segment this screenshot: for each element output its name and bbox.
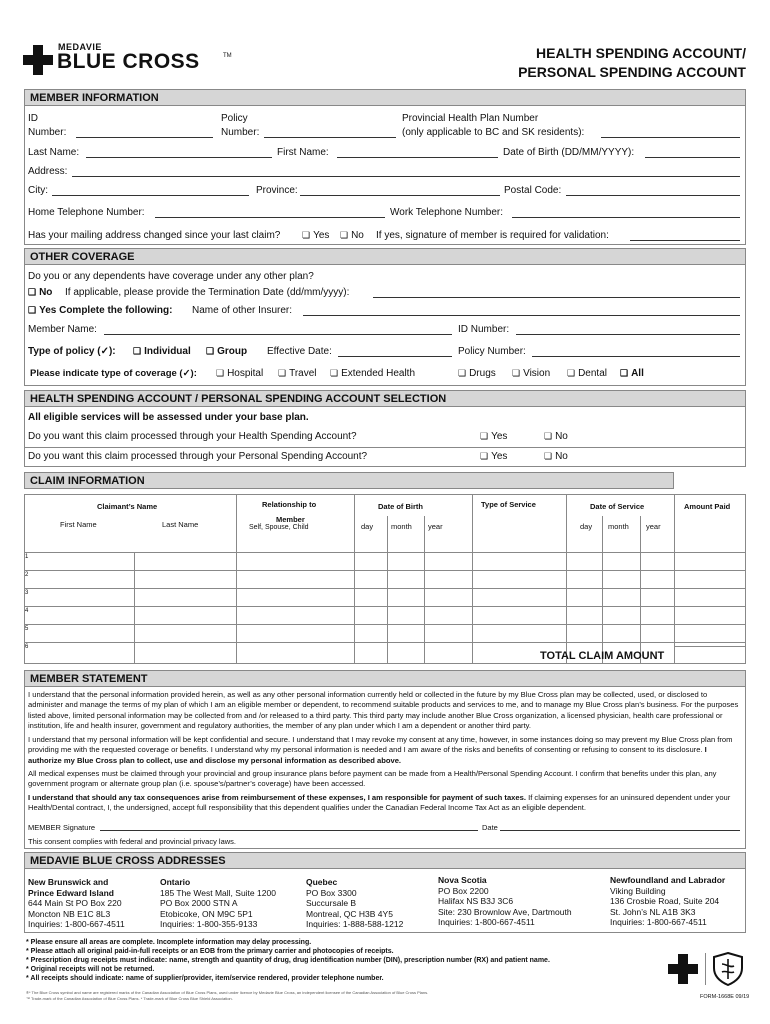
- claim-table: [24, 494, 746, 664]
- address-inquiries: Inquiries: 1-800-667-4511: [28, 919, 125, 929]
- postal-code-label: Postal Code:: [504, 185, 562, 196]
- address-line: Succursale B: [306, 898, 357, 908]
- dental-checkbox[interactable]: ❏ Dental: [567, 368, 607, 379]
- address-changed-yes-checkbox[interactable]: ❏ Yes: [302, 230, 329, 241]
- city-label: City:: [28, 185, 48, 196]
- claimant-dob-header: Date of Birth: [378, 502, 423, 511]
- address-on-title: Ontario: [160, 877, 191, 887]
- instruction-item: * Please ensure all areas are complete. Incomplete information may delay processing.: [26, 939, 312, 946]
- address-ns-title: Nova Scotia: [438, 875, 487, 885]
- statement-tax-text: If claiming expenses for an uninsured dependent under your Health/Dental contract, I, the undersigned, accept full responsibility that this dependent qualifies under the Canadian Federal Income Tax Act as an eligible dependent.: [28, 793, 731, 813]
- claimant-last-name-header: Last Name: [162, 520, 199, 529]
- policy-number-field[interactable]: [264, 137, 396, 138]
- row-number: 3: [25, 590, 29, 596]
- service-year-header: year: [646, 522, 661, 531]
- city-field[interactable]: [52, 195, 249, 196]
- statement-consent-text: I understand that my personal information will be kept confidential and secure. I understand that I may revoke my consent at any time, however, in some instances doing so may prevent my Blue Cross plan from providing me with the requested coverage or benefits. I understand why my personal information is needed and I am aware of the risks and benefits of consenting or refusing to consent to its disclosure.: [28, 735, 733, 755]
- termination-date-field[interactable]: [373, 297, 740, 298]
- address-nova-scotia: [438, 875, 572, 928]
- statement-medical-paragraph: All medical expenses must be claimed through your provincial and group insurance plans before payment can be made from a Health/Personal Spending Account. I confirm that benefits under this plan, any government program or alternate group plan (i.e. spouse’s/partner’s coverage) have been accessed.: [28, 769, 717, 789]
- address-nl-title: Newfoundland and Labrador: [610, 875, 726, 885]
- policy-number-label: Number:: [221, 127, 260, 138]
- hsa-divider: [24, 447, 746, 448]
- last-name-field[interactable]: [86, 157, 272, 158]
- address-line: PO Box 2000 STN A: [160, 898, 238, 908]
- address-change-question: Has your mailing address changed since your last claim?: [28, 230, 281, 241]
- policy-label: Policy: [221, 113, 248, 124]
- address-qc-title: Quebec: [306, 877, 338, 887]
- address-line: Moncton NB E1C 8L3: [28, 908, 111, 919]
- service-date-header: Date of Service: [590, 502, 645, 511]
- member-information-header: MEMBER INFORMATION: [24, 89, 746, 106]
- all-checkbox[interactable]: ❏ All: [620, 368, 644, 379]
- logo-divider: [705, 953, 706, 985]
- home-phone-field[interactable]: [155, 217, 385, 218]
- logo-trademark: TM: [223, 53, 232, 59]
- last-name-label: Last Name:: [28, 147, 80, 158]
- dob-year-header: year: [428, 522, 443, 531]
- phn-label: Provincial Health Plan Number: [402, 113, 539, 124]
- address-line: 136 Crosbie Road, Suite 204: [610, 896, 720, 906]
- province-label: Province:: [256, 185, 298, 196]
- dob-field[interactable]: [645, 157, 740, 158]
- row-number: 6: [25, 644, 29, 650]
- blue-shield-icon: [712, 952, 744, 986]
- claimant-first-name-header: First Name: [60, 520, 97, 529]
- address-inquiries: Inquiries: 1-800-355-9133: [160, 919, 258, 929]
- individual-checkbox[interactable]: ❏ Individual: [133, 346, 191, 357]
- address-inquiries: Inquiries: 1-800-667-4511: [438, 917, 535, 927]
- other-policy-number-field[interactable]: [532, 356, 740, 357]
- hsa-note: All eligible services will be assessed under your base plan.: [28, 412, 309, 423]
- coverage-type-label: Please indicate type of coverage (✓):: [30, 368, 197, 379]
- address-nb-pei: [28, 877, 125, 930]
- total-claim-amount-field[interactable]: [674, 646, 746, 664]
- relationship-member-header: Member: [276, 515, 305, 524]
- travel-checkbox[interactable]: ❏ Travel: [278, 368, 317, 379]
- address-line: Viking Building: [610, 885, 666, 896]
- signature-date-field[interactable]: [500, 830, 740, 831]
- insurer-field[interactable]: [303, 315, 740, 316]
- row-number: 2: [25, 572, 29, 578]
- other-coverage-yes-checkbox[interactable]: ❏ Yes Complete the following:: [28, 305, 172, 316]
- row-number: 5: [25, 626, 29, 632]
- drugs-checkbox[interactable]: ❏ Drugs: [458, 368, 496, 379]
- member-signature-field[interactable]: [100, 830, 478, 831]
- dob-label: Date of Birth (DD/MM/YYYY):: [503, 147, 635, 158]
- address-field[interactable]: [72, 176, 740, 177]
- signature-date-label: Date: [482, 823, 498, 832]
- form-number: FORM-1668E 09/19: [700, 994, 750, 1000]
- psa-question: Do you want this claim processed through your Personal Spending Account?: [28, 451, 368, 462]
- statement-authorize-text: I authorize my Blue Cross plan to collect, use and disclose my personal information as described above.: [28, 745, 707, 765]
- hsa-no-checkbox[interactable]: ❏ No: [544, 431, 568, 442]
- hospital-checkbox[interactable]: ❏ Hospital: [216, 368, 263, 379]
- address-line: St. John’s NL A1B 3K3: [610, 906, 696, 917]
- group-checkbox[interactable]: ❏ Group: [206, 346, 247, 357]
- other-policy-number-label: Policy Number:: [458, 346, 526, 357]
- address-line: PO Box 3300: [306, 887, 357, 898]
- claim-information-header: CLAIM INFORMATION: [24, 472, 674, 489]
- claimant-name-header: Claimant’s Name: [97, 502, 158, 511]
- dob-day-header: day: [361, 522, 374, 531]
- member-name-label: Member Name:: [28, 324, 97, 335]
- vision-checkbox[interactable]: ❏ Vision: [512, 368, 550, 379]
- statement-tax-bold: I understand that should any tax consequences arise from reimbursement of these expenses, I am responsible for payment of such taxes.: [28, 793, 526, 802]
- first-name-label: First Name:: [277, 147, 329, 158]
- address-label: Address:: [28, 166, 68, 177]
- province-field[interactable]: [300, 195, 500, 196]
- total-claim-amount-label: TOTAL CLAIM AMOUNT: [540, 650, 665, 662]
- service-day-header: day: [580, 522, 593, 531]
- work-phone-label: Work Telephone Number:: [390, 207, 504, 218]
- address-change-note: If yes, signature of member is required for validation:: [376, 230, 609, 241]
- address-quebec: [306, 877, 403, 930]
- member-name-field[interactable]: [104, 334, 452, 335]
- phn-field[interactable]: [601, 137, 740, 138]
- dob-month-header: month: [391, 522, 412, 531]
- address-newfoundland: [610, 875, 725, 928]
- instructions-list: [26, 938, 550, 983]
- home-phone-label: Home Telephone Number:: [28, 207, 145, 218]
- statement-privacy-paragraph: I understand that the personal information provided herein, as well as any other personal information currently held or collected in the future by my Blue Cross plan may be collected, used, or disclosed to administer and manage the terms of my plan of which I am an eligible member or dependent, to recommend suitable products and services to me, and to manage my Blue Cross plan’s business. For the purposes listed above, limited personal information may be collected from and /or released to a third party. This third party may include another Blue Cross organization, a licensed physician, health care professional or institution, life and health insurer, government and regulatory authorities, the member of any plan under which I am a dependent or another third party.: [28, 690, 739, 730]
- address-line: PO Box 2200: [438, 885, 489, 896]
- form-title-line1: HEALTH SPENDING ACCOUNT/: [536, 45, 746, 61]
- address-ontario: [160, 877, 276, 930]
- statement-tax-paragraph: [28, 793, 742, 814]
- address-line: 185 The West Mall, Suite 1200: [160, 887, 276, 898]
- hsa-question: Do you want this claim processed through your Health Spending Account?: [28, 431, 357, 442]
- blue-cross-symbol-icon: [668, 954, 698, 984]
- relationship-hint: Self, Spouse, Child: [249, 524, 309, 531]
- address-line: 644 Main St PO Box 220: [28, 898, 122, 908]
- instruction-item: * Prescription drug receipts must indicate: name, strength and quantity of drug, drug identification number (DIN), prescription number (RX) and patient name.: [26, 957, 550, 964]
- extended-health-checkbox[interactable]: ❏ Extended Health: [330, 368, 415, 379]
- other-coverage-header: OTHER COVERAGE: [24, 248, 746, 265]
- row-number: 4: [25, 608, 29, 614]
- service-month-header: month: [608, 522, 629, 531]
- work-phone-field[interactable]: [512, 217, 740, 218]
- consent-compliance-note: This consent complies with federal and provincial privacy laws.: [28, 837, 237, 846]
- phn-note-label: (only applicable to BC and SK residents):: [402, 127, 585, 138]
- member-statement-header: MEMBER STATEMENT: [24, 670, 746, 687]
- address-inquiries: Inquiries: 1-888-588-1212: [306, 919, 404, 929]
- termination-date-label: If applicable, please provide the Termination Date (dd/mm/yyyy):: [65, 287, 350, 298]
- amount-paid-header: Amount Paid: [684, 502, 731, 511]
- effective-date-field[interactable]: [338, 356, 452, 357]
- postal-code-field[interactable]: [566, 195, 740, 196]
- logo-medavie: MEDAVIE: [58, 42, 102, 52]
- form-title-line2: PERSONAL SPENDING ACCOUNT: [518, 64, 746, 80]
- addresses-header: MEDAVIE BLUE CROSS ADDRESSES: [24, 852, 746, 869]
- address-pei-title: Prince Edward Island: [28, 887, 114, 898]
- other-id-number-label: ID Number:: [458, 324, 510, 335]
- relationship-header: Relationship to: [262, 500, 317, 509]
- psa-no-checkbox[interactable]: ❏ No: [544, 451, 568, 462]
- first-name-field[interactable]: [337, 157, 498, 158]
- hsa-selection-header: HEALTH SPENDING ACCOUNT / PERSONAL SPENDING ACCOUNT SELECTION: [24, 390, 746, 407]
- blue-cross-logo-icon: [23, 45, 53, 75]
- policy-type-label: Type of policy (✓):: [28, 346, 116, 357]
- other-coverage-no-checkbox[interactable]: ❏ No: [28, 287, 52, 298]
- id-number-field[interactable]: [76, 137, 213, 138]
- fineprint-trademark: ™ Trade-mark of the Canadian Association of Blue Cross Plans. * Trade-mark of Blue Cross Blue Shield Association.: [26, 996, 233, 1001]
- psa-yes-checkbox[interactable]: ❏ Yes: [480, 451, 507, 462]
- logo-blue-cross: BLUE CROSS: [57, 50, 200, 73]
- instruction-item: * Original receipts will not be returned.: [26, 966, 155, 973]
- member-signature-label: MEMBER Signature: [28, 823, 96, 832]
- id-number-label: Number:: [28, 127, 67, 138]
- instruction-item: * All receipts should indicate: name of supplier/provider, item/service rendered, provider telephone number.: [26, 975, 384, 982]
- row-number: 1: [25, 554, 29, 560]
- service-type-header: Type of Service: [481, 500, 536, 509]
- address-line: Etobicoke, ON M9C 5P1: [160, 908, 253, 919]
- address-line: Montreal, QC H3B 4Y5: [306, 908, 393, 919]
- address-line: Site: 230 Brownlow Ave, Dartmouth: [438, 906, 572, 917]
- hsa-yes-checkbox[interactable]: ❏ Yes: [480, 431, 507, 442]
- address-changed-no-checkbox[interactable]: ❏ No: [340, 230, 364, 241]
- address-nb-title: New Brunswick and: [28, 877, 109, 887]
- other-coverage-question: Do you or any dependents have coverage under any other plan?: [28, 271, 314, 282]
- fineprint-registered-marks: ®* The Blue Cross symbol and name are registered marks of the Canadian Association of Blue Cross Plans, used under licence by Medavie Blue Cross, an independent licensee of the Canadian Association of Blue Cross Plans.: [26, 990, 429, 995]
- address-change-signature-field[interactable]: [630, 240, 740, 241]
- instruction-item: * Please attach all original paid-in-full receipts or an EOB from the primary carrier and photocopies of receipts.: [26, 948, 394, 955]
- other-id-number-field[interactable]: [516, 334, 740, 335]
- insurer-label: Name of other Insurer:: [192, 305, 293, 316]
- statement-consent-paragraph: [28, 735, 742, 766]
- effective-date-label: Effective Date:: [267, 346, 332, 357]
- address-line: Halifax NS B3J 3C6: [438, 896, 514, 906]
- id-label: ID: [28, 113, 38, 124]
- address-inquiries: Inquiries: 1-800-667-4511: [610, 917, 707, 927]
